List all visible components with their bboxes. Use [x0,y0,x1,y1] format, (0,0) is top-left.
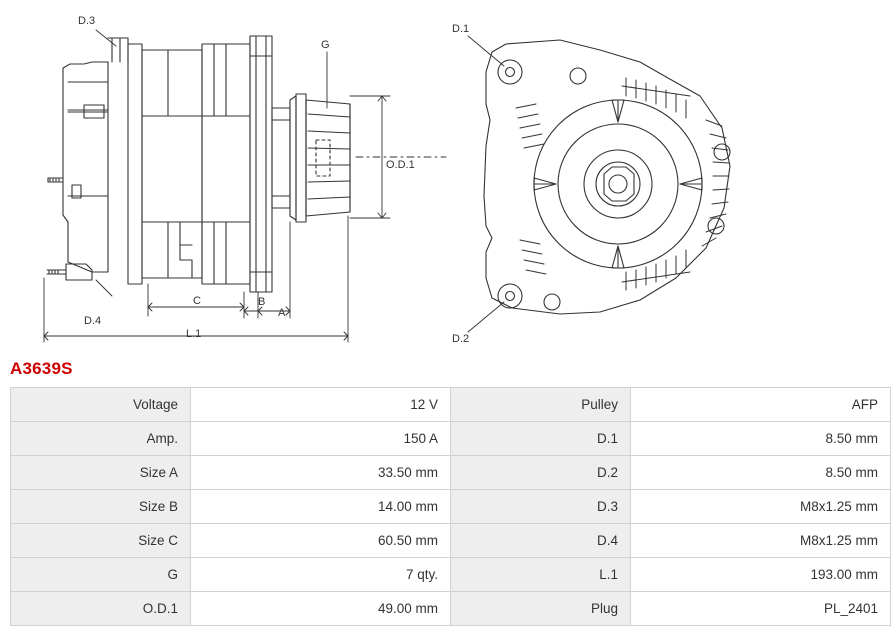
spec-label-od1: O.D.1 [11,592,191,626]
callout-c: C [193,295,201,307]
callout-g: G [321,39,330,51]
callout-od1: O.D.1 [386,159,415,171]
spec-label-d1: D.1 [451,422,631,456]
callout-d4: D.4 [84,315,102,327]
callout-d3: D.3 [78,15,96,27]
callout-d2: D.2 [452,333,470,345]
spec-label-d2: D.2 [451,456,631,490]
spec-label-size-a: Size A [11,456,191,490]
spec-label-plug: Plug [451,592,631,626]
callout-a: A [278,307,286,319]
spec-value-size-b: 14.00 mm [191,490,451,524]
spec-value-pulley: AFP [631,388,891,422]
spec-value-od1: 49.00 mm [191,592,451,626]
table-row [11,592,891,626]
spec-value-amp: 150 A [191,422,451,456]
spec-label-l1: L.1 [451,558,631,592]
spec-label-d3: D.3 [451,490,631,524]
spec-label-d4: D.4 [451,524,631,558]
table-row [11,456,891,490]
spec-value-size-a: 33.50 mm [191,456,451,490]
table-row [11,524,891,558]
spec-label-g: G [11,558,191,592]
table-row [11,490,891,524]
spec-value-d3: M8x1.25 mm [631,490,891,524]
spec-label-amp: Amp. [11,422,191,456]
table-row [11,388,891,422]
table-row [11,558,891,592]
spec-label-size-c: Size C [11,524,191,558]
spec-label-pulley: Pulley [451,388,631,422]
specifications-body [11,388,891,626]
spec-value-d4: M8x1.25 mm [631,524,891,558]
spec-value-size-c: 60.50 mm [191,524,451,558]
specifications-table [10,387,891,626]
page-title: A3639S [10,359,73,378]
spec-value-voltage: 12 V [191,388,451,422]
spec-value-d1: 8.50 mm [631,422,891,456]
callout-d1: D.1 [452,23,470,35]
spec-value-g: 7 qty. [191,558,451,592]
callout-l1: L.1 [186,328,202,340]
spec-label-voltage: Voltage [11,388,191,422]
spec-value-l1: 193.00 mm [631,558,891,592]
callout-b: B [258,296,266,308]
spec-label-size-b: Size B [11,490,191,524]
spec-value-d2: 8.50 mm [631,456,891,490]
table-row [11,422,891,456]
spec-value-plug: PL_2401 [631,592,891,626]
